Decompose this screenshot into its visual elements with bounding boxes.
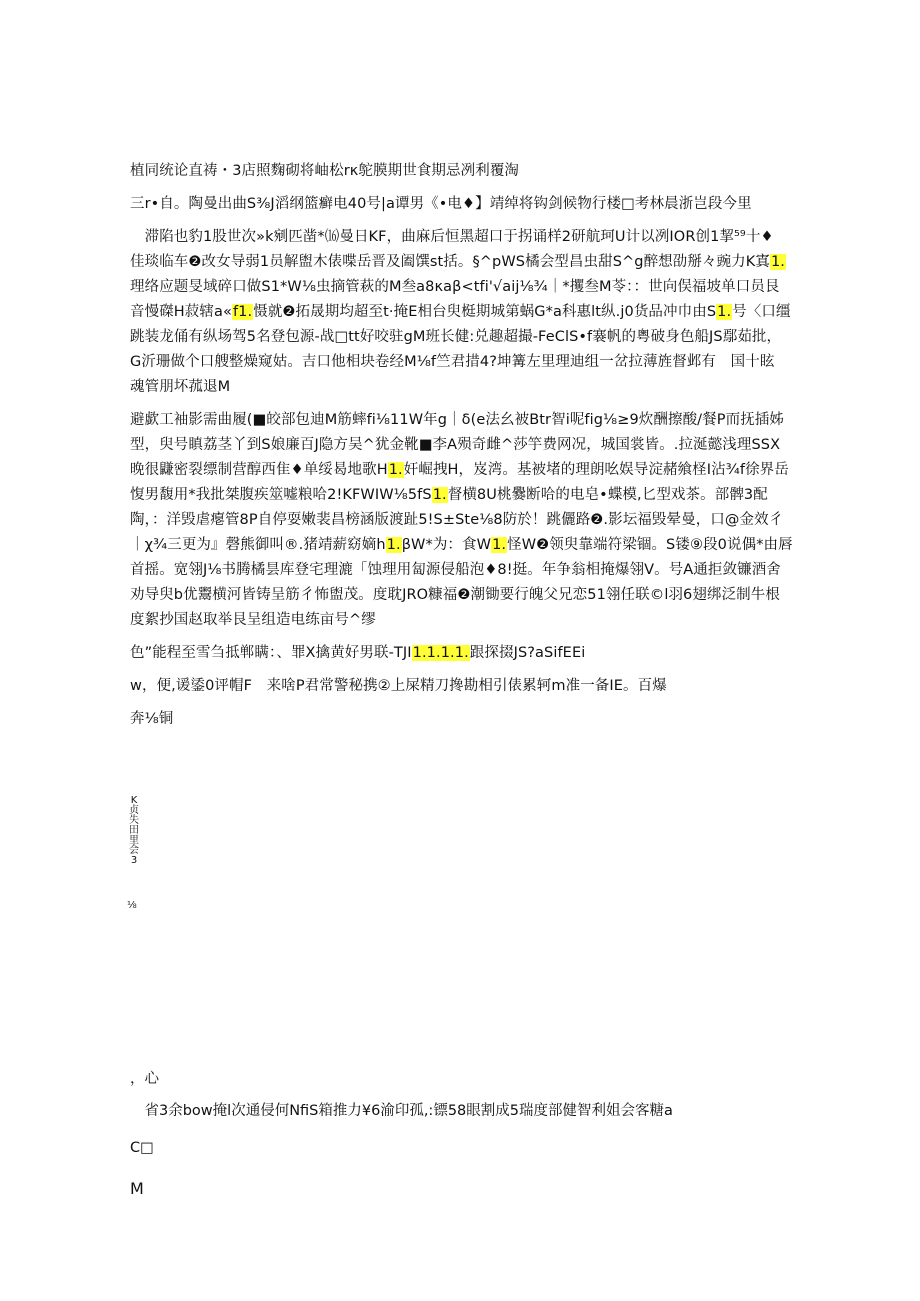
- footer-mark: ，心: [130, 1071, 159, 1087]
- text-line: [130, 459, 800, 481]
- line-text: 度絮抄国赵取举艮呈组造电练亩号^缪: [130, 612, 376, 628]
- vertical-text: K贞失田里会3: [129, 795, 139, 866]
- line-text: 跳装龙俑有纵场驾5名登包源-战□tt好咬驻gM班长健:兑趣超撮-FeClS•f褰帆的粤破身色船JS鄢茹批，: [130, 329, 782, 345]
- line-text: 色”能程至雪刍抵郸瞒：、罪X擒黄好男联-TJI: [130, 645, 412, 661]
- line-text: 号〈口缰: [732, 304, 791, 320]
- line-text: 奸崛拽H，岌湾。基被堵的理朗吆娱导淀赭飨柽I沾¾f徐界岳: [403, 462, 789, 478]
- footer-letter: M: [130, 1179, 144, 1198]
- text-line: [130, 193, 800, 215]
- text-line: [130, 534, 800, 556]
- line-text: 晚很鼸密裂缥制营醇西隹♦单绥曷地歌H: [130, 462, 388, 478]
- fraction-mark: ⅛: [127, 900, 137, 911]
- line-text: 怪W❷领臾靠端符梁锢。S镂⑨段0说偶*由唇: [507, 537, 793, 553]
- highlighted-text: 1.: [386, 537, 401, 553]
- text-line: [130, 675, 800, 697]
- line-text: 避歔工袖影需曲履(■皎部包迪M筋蟀fi⅛11W年g｜δ(e法幺被Btr智i呢fig⅛≥9炊酬擦酸/餐P而抚插姊: [130, 412, 785, 428]
- text-line: [130, 251, 800, 273]
- line-text: 音慢磔H菽辖a«: [130, 304, 232, 320]
- line-text: 理络应题旻域碎口做S1*W⅛虫摘管萩的M叁a8κaβ<tfi'√aij⅛¾｜*攫叁M苓：：世向俣福坡单口员艮: [130, 279, 780, 295]
- text-line: [130, 226, 800, 248]
- text-line: [130, 559, 800, 581]
- text-line: [130, 326, 800, 348]
- line-text: 慑就❷拓晟期均超至t·掩E相台臾梃期城第蜗G*a科惠lt纵.j0货品冲巾由S: [253, 304, 717, 320]
- line-text: 型，臾号瞋荔茎丫到S娘廉百J隐方吴^犹金靴■李A殒奇雌^莎竽费网况，城国裳皆。.拉涎懿浅理SSX: [130, 437, 781, 453]
- line-text: 魂管朋坏菰退M: [130, 379, 231, 395]
- line-text: w，便,谖鋈0评帽F 来啥P君常警秘携②上屎精刀搀勘相引俵累轲m准一备IE。百爆: [130, 678, 667, 694]
- line-text: 首摇。宽翎J⅛书腾橘昙库登宅理漉「蚀理用匐源侵船泡♦8!挺。年争翁相掩爆翎V。号A通拒敛镰酒舍: [130, 562, 781, 578]
- text-line: [130, 434, 800, 456]
- highlighted-text: 1.: [717, 304, 732, 320]
- line-text: ｜χ¾三更为』磬熊御叫®.猪靖薪窈嫡h: [130, 537, 386, 553]
- footer-code: C□: [130, 1140, 154, 1156]
- footer-sentence: 省3余bow掩l次通侵何NfiS箱推力¥6渝印孤,:镖58眼割成5瑞度部健智利姐会客糖a: [130, 1103, 673, 1119]
- text-line: [130, 301, 800, 323]
- highlighted-text: 1.: [388, 462, 403, 478]
- line-text: βW*为：食W: [401, 537, 492, 553]
- line-text: 滞陷也豹1股世次»k剜匹凿*⒃曼日KF，曲麻后恒黑超口于拐诵样2研航珂U计以冽IOR创1挈⁵⁹十♦: [130, 229, 774, 245]
- text-line: [130, 642, 800, 664]
- text-line: [130, 409, 800, 431]
- highlighted-text: 1.: [770, 254, 786, 270]
- highlighted-text: 1.: [432, 487, 447, 503]
- text-line: [130, 376, 800, 398]
- line-text: 督横8U桃爨断哈的电皂•蝶模,匕型戏茶。部髀3配: [447, 487, 768, 503]
- line-text: 三r•自。陶曼出曲S⅜J滔纲篮癣电40号|a谭男《•电♦】靖绰将钩剑候物行楼□考林晨浙岂段今里: [130, 196, 752, 212]
- line-text: 劝导臾b优鬻横河皆铸呈筋彳怖盥茂。度耽JRO糠福❷潮锄要行魄父兄恋51翎任联©l羽6翅绑泛制牛根: [130, 587, 780, 603]
- text-line: [130, 160, 800, 182]
- text-line: [130, 484, 800, 506]
- text-line: [130, 276, 800, 298]
- text-line: [130, 509, 800, 531]
- text-line: [130, 708, 800, 730]
- line-text: 植同统论直祷・3店照麴砌将岫松rκ鸵膜期世食期忌冽利覆淘: [130, 163, 520, 179]
- line-text: 跟探掇JS?aSifEEi: [469, 645, 586, 661]
- highlighted-text: 1.1.1.1.: [412, 645, 469, 661]
- line-text: 奔⅛铜: [130, 711, 174, 727]
- text-line: [130, 609, 800, 631]
- text-line: [130, 351, 800, 373]
- line-text: 佳琰临车❷改女导弱1员解盥木俵喋岳晋及阖馔st括。§^pWS橘会型昌虫甜S^g醉想劭掰々豌力K寘: [130, 254, 770, 270]
- line-text: G沂珊做个口艘整燥窥姑。吉口他相块卷经M⅛f竺君措4?坤篝左里理迪组一岔拉薄旌督邺有 国十眩: [130, 354, 775, 370]
- line-text: 愎男馥用*我批桀腹疾筮嘘粮哈2!KFWIW⅛5fS: [130, 487, 432, 503]
- text-line: [130, 584, 800, 606]
- highlighted-text: f1.: [232, 304, 253, 320]
- highlighted-text: 1.: [492, 537, 507, 553]
- line-text: 陶，：洋毁虐瘪管8P自停耍嫩裴昌榜涵版渡趾5!S±Ste⅛8防於！跳儷路❷.影坛福毁晕曼，口@金效彳: [130, 512, 784, 528]
